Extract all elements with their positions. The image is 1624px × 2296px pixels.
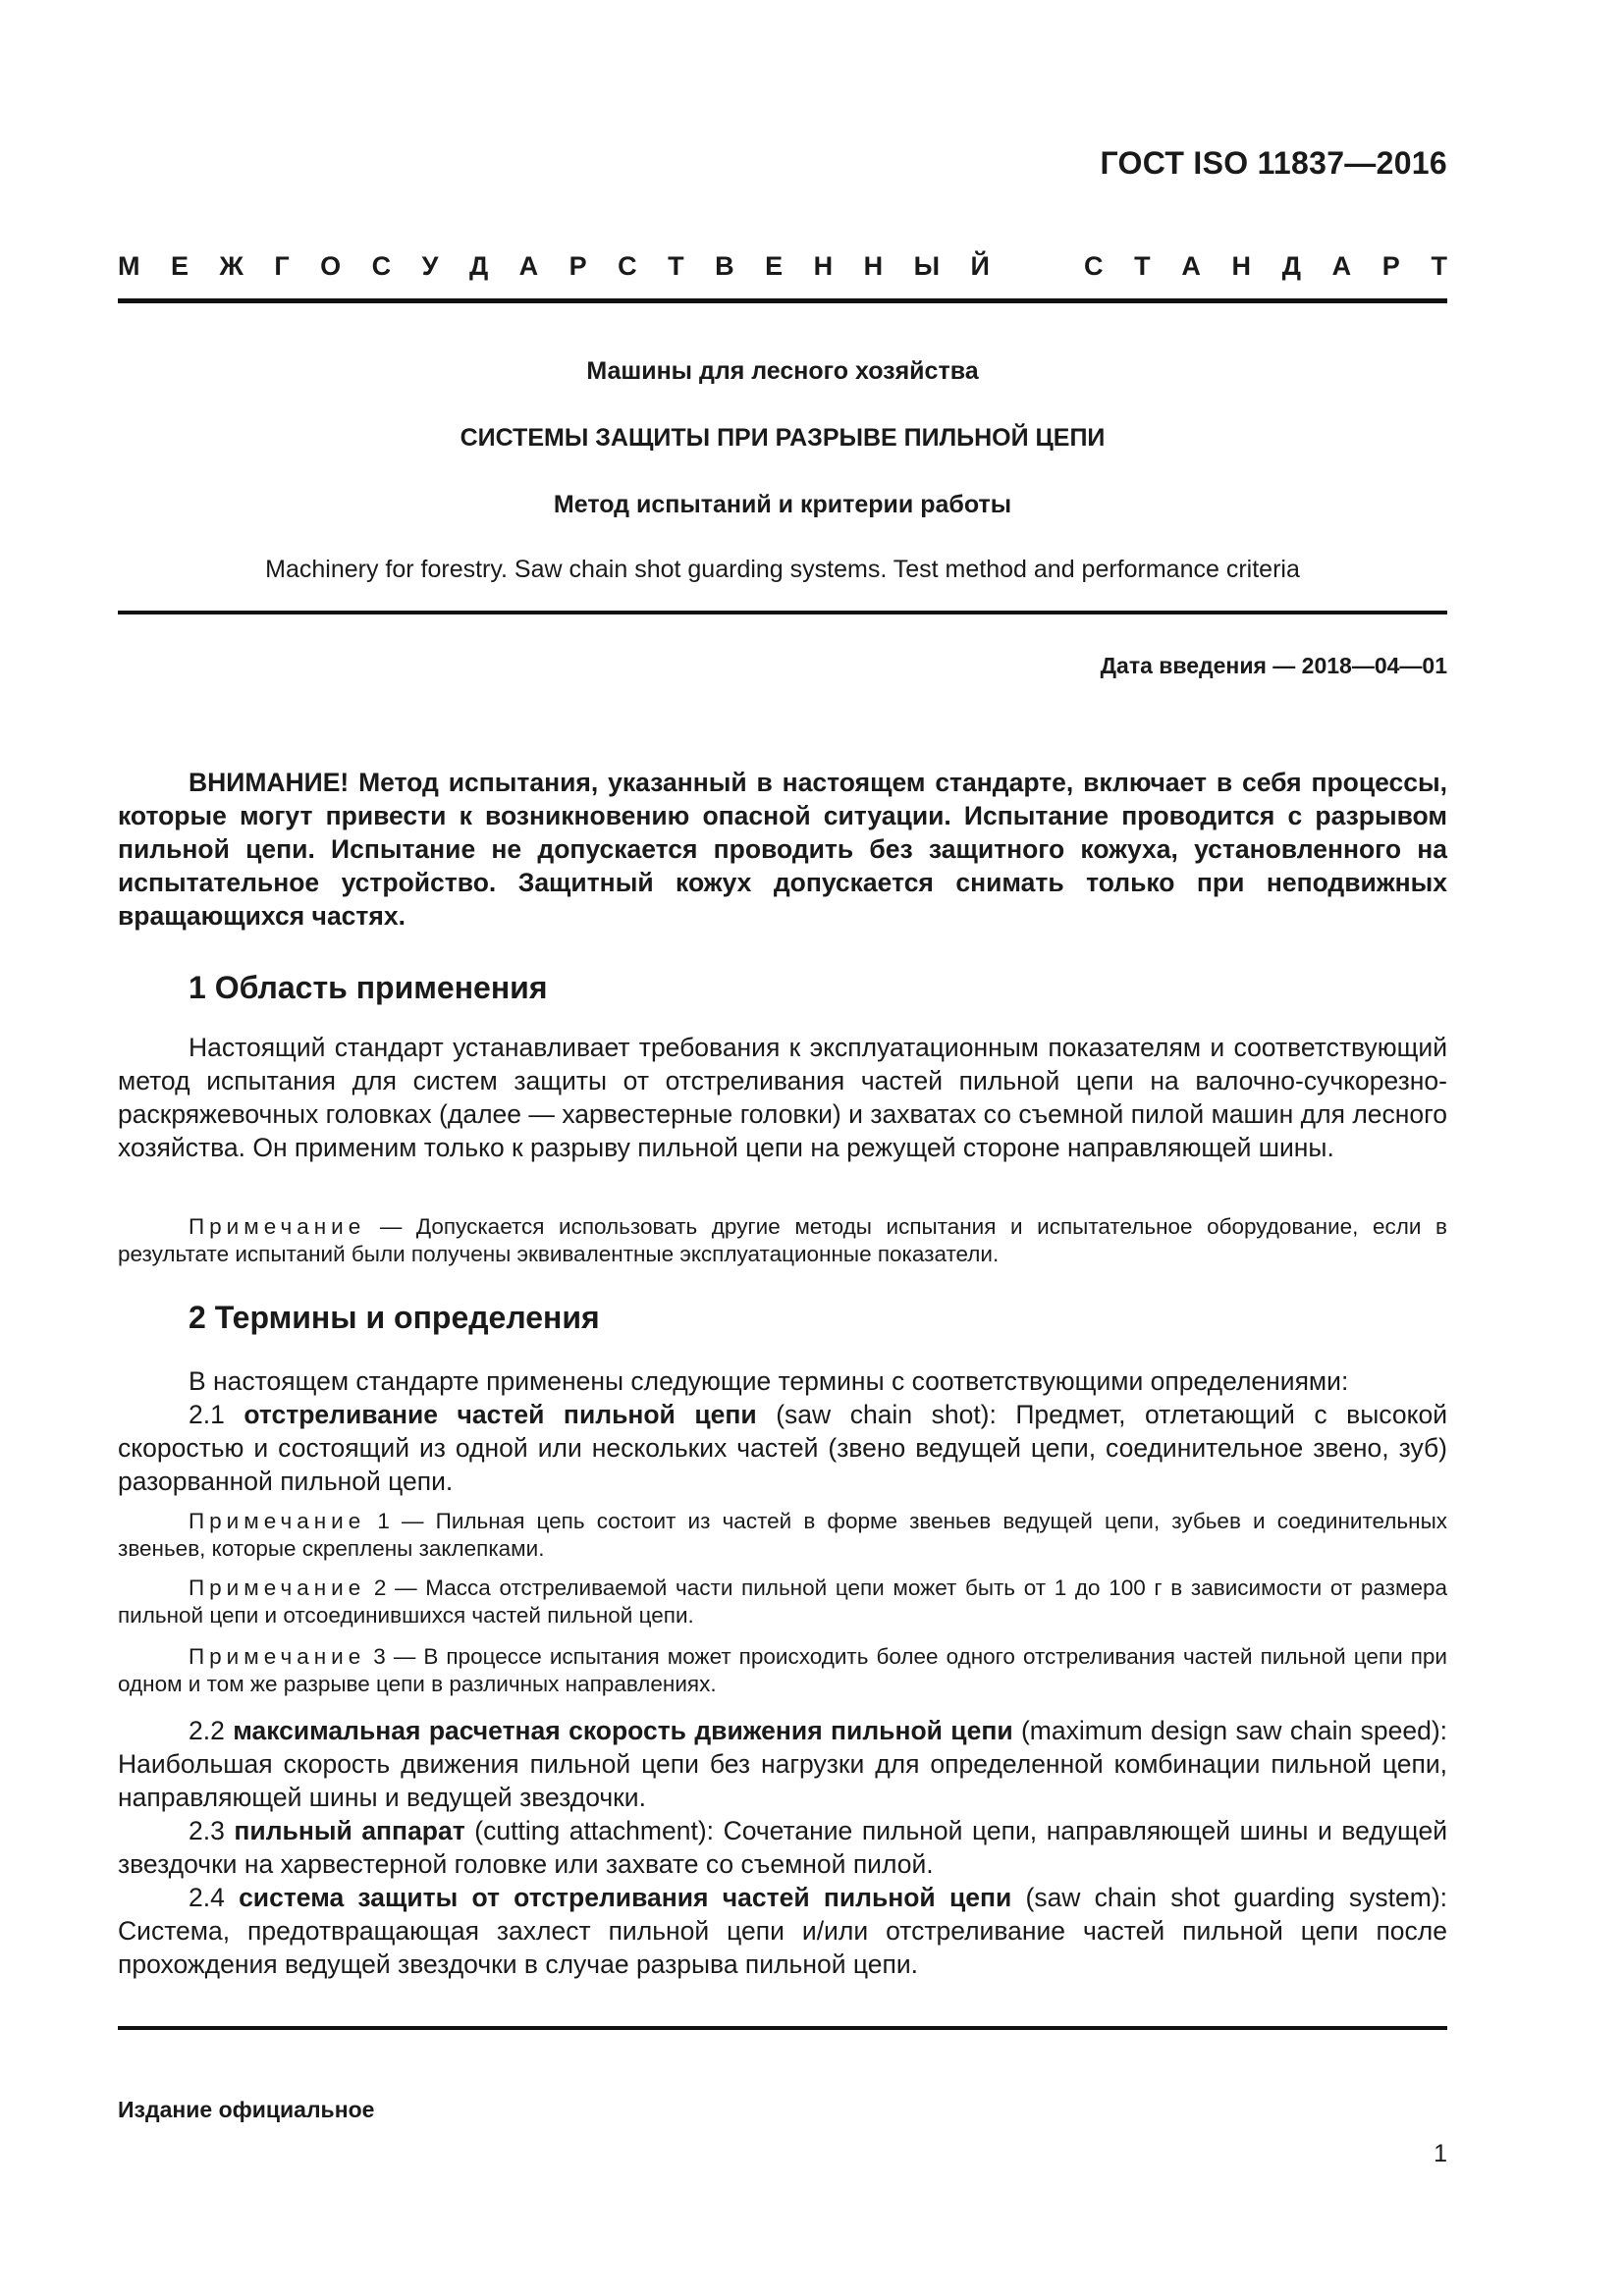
section-1-text: Настоящий стандарт устанавливает требования к эксплуатационным показателям и соответствующий метод испытания для систем защиты от отстреливания частей пильной цепи на валочно-сучкорезно-раскряжевочных головках (далее — харвестерные головки) и захватах со съемной пилой машин для лесного хозяйства. Он применим только к разрыву пильной цепи на режущей стороне направляющей шины. [118, 1033, 1447, 1162]
banner-letter: У [421, 251, 439, 281]
banner-letter: Т [1134, 251, 1151, 281]
section-1-heading: 1 Область применения [189, 970, 548, 1005]
section-2-terms [118, 1714, 1447, 1981]
title-line-3: Метод испытаний и критерии работы [553, 491, 1012, 518]
section-1-note [118, 1213, 1447, 1268]
term-2-1-name: отстреливание частей пильной цепи [244, 1400, 757, 1429]
section-2-intro: В настоящем стандарте применены следующие термины с соответствующими определениями: [189, 1366, 1349, 1396]
term-2-1: 2.1 отстреливание частей пильной цепи (saw chain shot): Предмет, отлетающий с высокой скоростью и состоящий из одной или нескольких частей (звено ведущей цепи, соединительное звено, зуб) разорванной пильной цепи. [118, 1400, 1448, 1496]
official-edition-label: Издание официальное [118, 2097, 375, 2122]
banner-letter: Е [170, 251, 189, 281]
standard-code: ГОСТ ISO 11837—2016 [1100, 145, 1447, 181]
banner-letter: Ы [913, 251, 941, 281]
banner-letter: Н [813, 251, 834, 281]
banner-letter: Н [863, 251, 884, 281]
term-2-3-name: пильный аппарат [234, 1816, 465, 1845]
note-text: — Допускается использовать другие методы испытания и испытательное оборудование, если в результате испытаний были получены эквивалентные эксплуатационные показатели. [118, 1214, 1447, 1266]
banner-letter: О [320, 251, 342, 281]
banner-letter: Г [274, 251, 290, 281]
banner-word-standard [1084, 251, 1447, 282]
title-english: Machinery for forestry. Saw chain shot guarding systems. Test method and performance criteria [265, 556, 1300, 583]
banner-letter: Е [765, 251, 784, 281]
banner-letter: Т [668, 251, 684, 281]
banner-letter: А [1181, 251, 1201, 281]
banner-word-interstate [118, 251, 990, 282]
term-2-2: 2.2 максимальная расчетная скорость движения пильной цепи (maximum design saw chain speed): Наибольшая скорость движения пильной цепи без нагрузки для определенной комбинации пильной цепи, направляющей шины и ведущей звездочки. [118, 1716, 1448, 1812]
section-1-body [118, 1031, 1447, 1164]
section-2-note-3: Примечание 3 — В процессе испытания может происходить более одного отстреливания частей пильной цепи при одном и том же разрыве цепи в различных направлениях. [118, 1644, 1447, 1696]
top-rule [118, 298, 1447, 303]
banner-letter: Т [1431, 251, 1447, 281]
page-number: 1 [1434, 2140, 1447, 2167]
banner-letter: М [118, 251, 140, 281]
banner-letter: Ж [219, 251, 244, 281]
banner-letter: Д [468, 251, 489, 281]
banner-letter: С [1084, 251, 1104, 281]
term-2-2-name: максимальная расчетная скорость движения пильной цепи [233, 1716, 1013, 1745]
banner-letter: Р [1381, 251, 1400, 281]
warning-block [118, 766, 1447, 933]
term-2-4-name: система защиты от отстреливания частей пильной цепи [239, 1883, 1012, 1912]
title-line-2: СИСТЕМЫ ЗАЩИТЫ ПРИ РАЗРЫВЕ ПИЛЬНОЙ ЦЕПИ [460, 424, 1106, 452]
title-rule [118, 611, 1447, 614]
banner-letter: Р [568, 251, 587, 281]
banner-letter: С [618, 251, 637, 281]
section-2-heading: 2 Термины и определения [189, 1300, 600, 1335]
introduction-date: Дата введения — 2018—04—01 [1100, 653, 1447, 678]
term-2-3-definition: (cutting attachment): Сочетание пильной цепи, направляющей шины и ведущей звездочки на харвестерной головке или захвате со съемной пилой. [118, 1816, 1448, 1879]
term-2-3: 2.3 пильный аппарат (cutting attachment): Сочетание пильной цепи, направляющей шины и ведущей звездочки на харвестерной головке или захвате со съемной пилой. [118, 1816, 1448, 1879]
note-label: Примечание [189, 1214, 366, 1239]
term-2-1-definition: (saw chain shot): Предмет, отлетающий с высокой скоростью и состоящий из одной или нескольких частей (звено ведущей цепи, соединительное звено, зуб) разорванной пильной цепи. [118, 1400, 1448, 1496]
term-2-4: 2.4 система защиты от отстреливания частей пильной цепи (saw chain shot guarding system): Система, предотвращающая захлест пильной цепи и/или отстреливание частей пильной цепи после прохождения ведущей звездочки в случае разрыва пильной цепи. [118, 1883, 1448, 1979]
section-2-intro-block [118, 1364, 1447, 1498]
banner-letter: Н [1231, 251, 1252, 281]
banner-letter: Й [970, 251, 990, 281]
banner-letter: А [518, 251, 539, 281]
banner-letter: Д [1281, 251, 1301, 281]
term-2-4-definition: (saw chain shot guarding system): Система, предотвращающая захлест пильной цепи и/или отстреливание частей пильной цепи после прохождения ведущей звездочки в случае разрыва пильной цепи. [118, 1883, 1448, 1979]
section-2-note-1: Примечание 1 — Пильная цепь состоит из частей в форме звеньев ведущей цепи, зубьев и соединительных звеньев, которые скреплены заклепками. [118, 1509, 1447, 1561]
footer-rule [118, 2026, 1447, 2030]
interstate-standard-banner [118, 251, 1447, 282]
banner-letter: А [1331, 251, 1352, 281]
warning-text: ВНИМАНИЕ! Метод испытания, указанный в настоящем стандарте, включает в себя процессы, которые могут привести к возникновению опасной ситуации. Испытание проводится с разрывом пильной цепи. Испытание не допускается проводить без защитного кожуха, установленного на испытательное устройство. Защитный кожух допускается снимать только при неподвижных вращающихся частях. [118, 768, 1447, 931]
term-2-2-definition: (maximum design saw chain speed): Наибольшая скорость движения пильной цепи без нагрузки для определенной комбинации пильной цепи, направляющей шины и ведущей звездочки. [118, 1716, 1448, 1812]
banner-letter: С [371, 251, 392, 281]
banner-letter: В [715, 251, 734, 281]
section-2-note-2: Примечание 2 — Масса отстреливаемой части пильной цепи может быть от 1 до 100 г в зависимости от размера пильной цепи и отсоединившихся частей пильной цепи. [118, 1575, 1447, 1628]
title-line-1: Машины для лесного хозяйства [586, 357, 979, 385]
